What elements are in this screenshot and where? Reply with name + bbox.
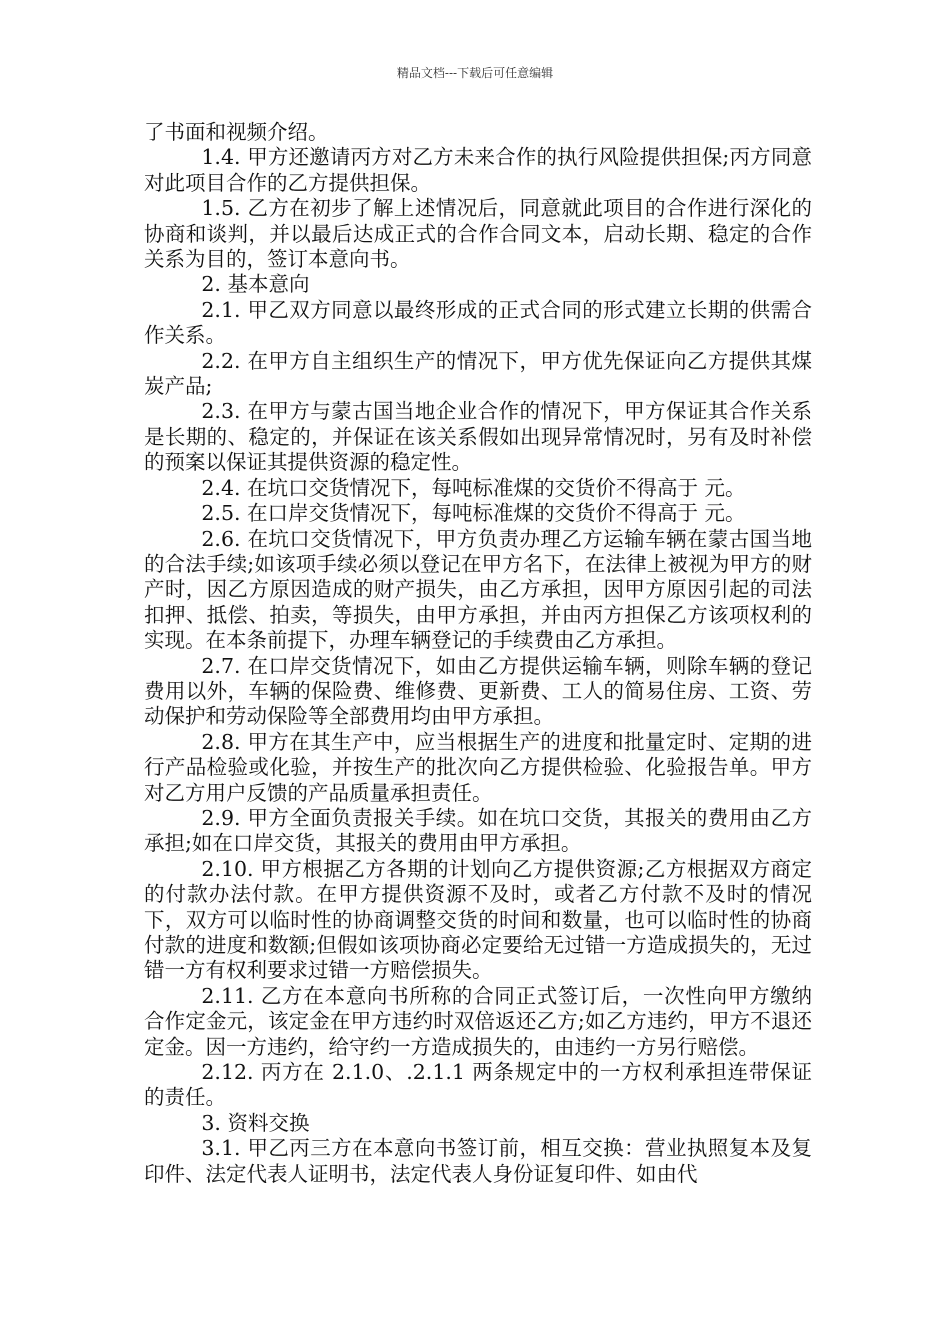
paragraph: 1.5. 乙方在初步了解上述情况后，同意就此项目的合作进行深化的协商和谈判，并以最后达成正式的合作合同文本，启动长期、稳定的合作关系为目的，签订本意向书。	[144, 196, 812, 272]
paragraph: 2.10. 甲方根据乙方各期的计划向乙方提供资源;乙方根据双方商定的付款办法付款。在甲方提供资源不及时，或者乙方付款不及时的情况下，双方可以临时性的协商调整交货的时间和数量，也可以临时性的协商付款的进度和数额;但假如该项协商必定要给无过错一方造成损失的，无过错一方有权利要求过错一方赔偿损失。	[144, 856, 812, 983]
paragraph: 2.1. 甲乙双方同意以最终形成的正式合同的形式建立长期的供需合作关系。	[144, 297, 812, 348]
paragraph: 2.3. 在甲方与蒙古国当地企业合作的情况下，甲方保证其合作关系是长期的、稳定的，并保证在该关系假如出现异常情况时，另有及时补偿的预案以保证其提供资源的稳定性。	[144, 399, 812, 475]
paragraph: 1.4. 甲方还邀请丙方对乙方未来合作的执行风险提供担保;丙方同意对此项目合作的乙方提供担保。	[144, 145, 812, 195]
paragraph: 2.6. 在坑口交货情况下，甲方负责办理乙方运输车辆在蒙古国当地的合法手续;如该项手续必须以登记在甲方名下，在法律上被视为甲方的财产时，因乙方原因造成的财产损失，由乙方承担，因甲方原因引起的司法扣押、抵偿、拍卖，等损失，由甲方承担，并由丙方担保乙方该项权利的实现。在本条前提下，办理车辆登记的手续费由乙方承担。	[144, 526, 812, 653]
paragraph: 2.5. 在口岸交货情况下，每吨标准煤的交货价不得高于 元。	[201, 501, 746, 526]
paragraph: 2.4. 在坑口交货情况下，每吨标准煤的交货价不得高于 元。	[201, 475, 746, 500]
page-header: 精品文档---下载后可任意编辑	[396, 66, 554, 80]
paragraph: 了书面和视频介绍。	[144, 120, 329, 144]
paragraph: 2.8. 甲方在其生产中，应当根据生产的进度和批量定时、定期的进行产品检验或化验，并按生产的批次向乙方提供检验、化验报告单。甲方对乙方用户反馈的产品质量承担责任。	[144, 729, 812, 805]
paragraph: 2.2. 在甲方自主组织生产的情况下，甲方优先保证向乙方提供其煤炭产品;	[144, 348, 812, 399]
paragraph: 2.9. 甲方全面负责报关手续。如在坑口交货，其报关的费用由乙方承担;如在口岸交货，其报关的费用由甲方承担。	[144, 805, 812, 856]
paragraph: 2.12. 丙方在 2.1.0、.2.1.1 两条规定中的一方权利承担连带保证的责任。	[144, 1060, 812, 1110]
paragraph: 2.11. 乙方在本意向书所称的合同正式签订后，一次性向甲方缴纳合作定金元，该定金在甲方违约时双倍返还乙方;如乙方违约，甲方不退还定金。因一方违约，给守约一方造成损失的，由违约一方另行赔偿。	[144, 983, 812, 1059]
paragraph: 3.1. 甲乙丙三方在本意向书签订前，相互交换：营业执照复本及复印件、法定代表人证明书，法定代表人身份证复印件、如由代	[144, 1136, 812, 1186]
paragraph: 2.7. 在口岸交货情况下，如由乙方提供运输车辆，则除车辆的登记费用以外，车辆的保险费、维修费、更新费、工人的简易住房、工资、劳动保护和劳动保险等全部费用均由甲方承担。	[144, 653, 812, 729]
document-body	[144, 120, 812, 1187]
section-heading: 2. 基本意向	[201, 272, 310, 297]
section-heading: 3. 资料交换	[201, 1110, 310, 1135]
